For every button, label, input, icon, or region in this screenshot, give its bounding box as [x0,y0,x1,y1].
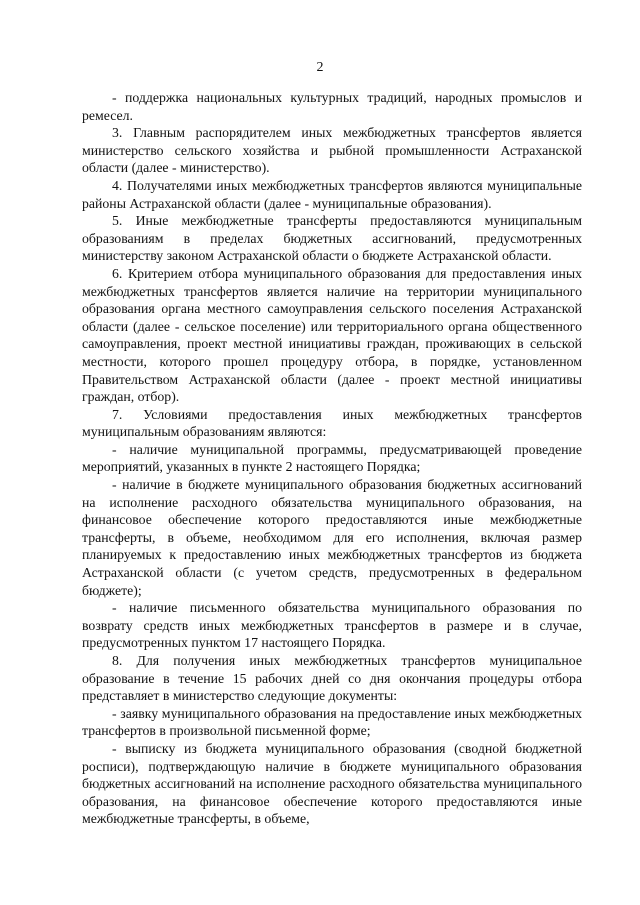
paragraph-5-provision: 5. Иные межбюджетные трансферты предоставляются муниципальным образованиям в пределах бюджетных ассигнований, предусмотренных министерству законом Астраханской области о бюджете Астраханской области. [82,213,582,264]
paragraph-document-application: - заявку муниципального образования на предоставление иных межбюджетных трансфертов в произвольной письменной форме; [82,705,582,739]
paragraph-3-main-administrator: 3. Главным распорядителем иных межбюджетных трансфертов является министерство сельского хозяйства и рыбной промышленности Астраханской области (далее - министерство). [82,125,582,176]
paragraph-4-recipients: 4. Получателями иных межбюджетных трансфертов являются муниципальные районы Астраханской области (далее - муниципальные образования). [82,177,582,211]
paragraph-6-selection-criterion: 6. Критерием отбора муниципального образования для предоставления иных межбюджетных трансфертов является наличие на территории муниципального образования органа местного самоуправления сельского поселения Астраханской области (далее - сельское поселение) или территориального органа общественного самоуправления, проект местной инициативы граждан, проживающих в сельской местности, которого прошел процедуру отбора, в порядке, установленном Правительством Астраханской области (далее - проект местной инициативы граждан, отбор). [82,265,582,405]
document-body [82,89,582,828]
paragraph-tradition-support: - поддержка национальных культурных традиций, народных промыслов и ремесел. [82,90,582,123]
paragraph-condition-obligation: - наличие письменного обязательства муниципального образования по возврату средств иных межбюджетных трансфертов в размере и в случае, предусмотренных пунктом 17 настоящего Порядка. [82,600,582,651]
paragraph-document-budget-extract: - выписку из бюджета муниципального образования (сводной бюджетной росписи), подтверждающую наличие в бюджете муниципального образования бюджетных ассигнований на исполнение расходного обязательства муниципального образования, на финансовое обеспечение которого предоставляются иные межбюджетные трансферты, в объеме, [82,740,582,827]
paragraph-8-documents: 8. Для получения иных межбюджетных трансфертов муниципальное образование в течение 15 рабочих дней со дня окончания процедуры отбора представляет в министерство следующие документы: [82,653,582,704]
paragraph-condition-program: - наличие муниципальной программы, предусматривающей проведение мероприятий, указанных в пункте 2 настоящего Порядка; [82,441,582,475]
paragraph-7-conditions: 7. Условиями предоставления иных межбюджетных трансфертов муниципальным образованиям являются: [82,406,582,440]
page-number: 2 [316,60,324,75]
paragraph-condition-budget: - наличие в бюджете муниципального образования бюджетных ассигнований на исполнение расходного обязательства муниципального образования, на финансовое обеспечение которого предоставляются иные межбюджетные трансферты, в объеме, необходимом для его исполнения, включая размер планируемых к предоставлению иных межбюджетных трансфертов из бюджета Астраханской области (с учетом средств, предусмотренных в федеральном бюджете); [82,477,582,598]
